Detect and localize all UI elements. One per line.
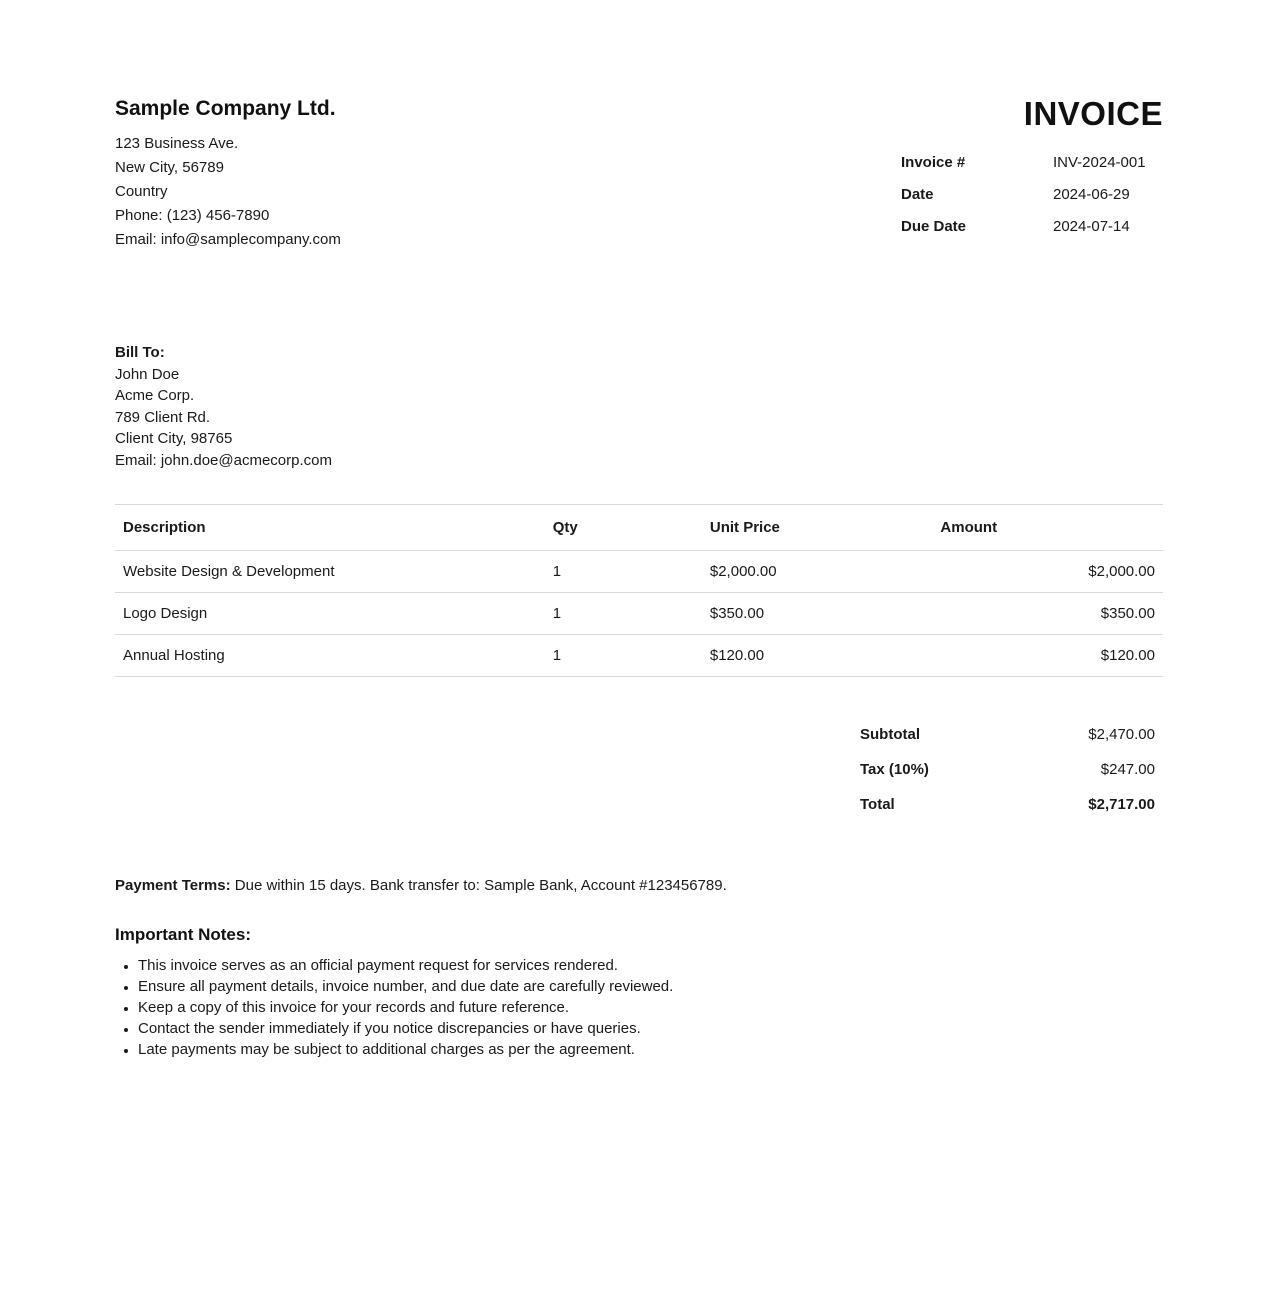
table-row	[115, 593, 1163, 635]
bill-to-company: Acme Corp.	[115, 387, 195, 404]
company-address-line: New City, 56789	[115, 159, 224, 176]
invoice-title: INVOICE	[1023, 95, 1163, 132]
notes-list	[115, 955, 1163, 1060]
subtotal-label: Subtotal	[860, 726, 920, 743]
item-description: Logo Design	[115, 593, 545, 635]
item-description: Annual Hosting	[115, 635, 545, 677]
list-item: • Keep a copy of this invoice for your records and future reference.	[138, 997, 1163, 1018]
list-item: • Late payments may be subject to additional charges as per the agreement.	[138, 1039, 1163, 1060]
bill-to-block	[115, 342, 1163, 471]
header-description: Description	[115, 505, 545, 551]
item-amount: $2,000.00	[932, 551, 1163, 593]
invoice-due-date-label: Due Date	[901, 218, 967, 235]
company-address-line: 123 Business Ave.	[115, 135, 239, 152]
item-description: Website Design & Development	[115, 551, 545, 593]
invoice-number-row	[901, 154, 1163, 171]
company-block	[115, 97, 341, 252]
invoice-meta-block	[901, 97, 1163, 250]
company-email: Email: info@samplecompany.com	[115, 231, 341, 248]
table-row	[115, 635, 1163, 677]
bill-to-email: Email: john.doe@acmecorp.com	[115, 451, 332, 469]
header-amount: Amount	[932, 505, 1163, 551]
list-item: • Ensure all payment details, invoice number, and due date are carefully reviewed.	[138, 976, 1163, 997]
payment-terms-label: Payment Terms:	[115, 877, 231, 894]
invoice-number-value: INV-2024-001	[1053, 154, 1146, 171]
payment-terms-text: Due within 15 days. Bank transfer to: Sample Bank, Account #123456789.	[234, 877, 727, 894]
invoice-date-value: 2024-06-29	[1053, 186, 1130, 203]
item-qty: 1	[545, 551, 702, 593]
item-unit-price: $120.00	[702, 635, 933, 677]
bill-to-address-line: Client City, 98765	[115, 430, 233, 447]
company-address-line: Country	[115, 183, 168, 200]
company-address	[115, 132, 341, 252]
line-items-table	[115, 504, 1163, 677]
company-name: Sample Company Ltd.	[115, 97, 336, 120]
item-amount: $120.00	[932, 635, 1163, 677]
invoice-header	[115, 97, 1163, 252]
item-qty: 1	[545, 593, 702, 635]
line-items-header	[115, 505, 1163, 551]
grand-total-label: Total	[860, 796, 895, 813]
totals-block	[852, 717, 1163, 822]
company-phone: Phone: (123) 456-7890	[115, 207, 270, 224]
header-unit-price: Unit Price	[702, 505, 933, 551]
grand-total-value: $2,717.00	[1088, 796, 1155, 813]
grand-total-row	[852, 787, 1163, 822]
tax-label: Tax (10%)	[860, 761, 929, 778]
tax-row	[852, 752, 1163, 787]
bill-to-heading: Bill To:	[115, 344, 165, 361]
invoice-date-label: Date	[901, 186, 934, 203]
list-item: • This invoice serves as an official payment request for services rendered.	[138, 955, 1163, 976]
subtotal-row	[852, 717, 1163, 752]
notes-heading: Important Notes:	[115, 925, 251, 944]
invoice-due-date-value: 2024-07-14	[1053, 218, 1130, 235]
payment-terms	[115, 875, 1163, 896]
tax-value: $247.00	[1100, 761, 1155, 778]
item-amount: $350.00	[932, 593, 1163, 635]
header-qty: Qty	[545, 505, 702, 551]
invoice-date-row	[901, 186, 1163, 203]
item-qty: 1	[545, 635, 702, 677]
invoice-due-date-row	[901, 218, 1163, 235]
bill-to-name: John Doe	[115, 365, 180, 383]
table-row	[115, 551, 1163, 593]
item-unit-price: $2,000.00	[702, 551, 933, 593]
subtotal-value: $2,470.00	[1088, 726, 1155, 743]
item-unit-price: $350.00	[702, 593, 933, 635]
invoice-number-label: Invoice #	[901, 154, 966, 171]
list-item: • Contact the sender immediately if you notice discrepancies or have queries.	[138, 1018, 1163, 1039]
bill-to-address-line: 789 Client Rd.	[115, 408, 211, 426]
